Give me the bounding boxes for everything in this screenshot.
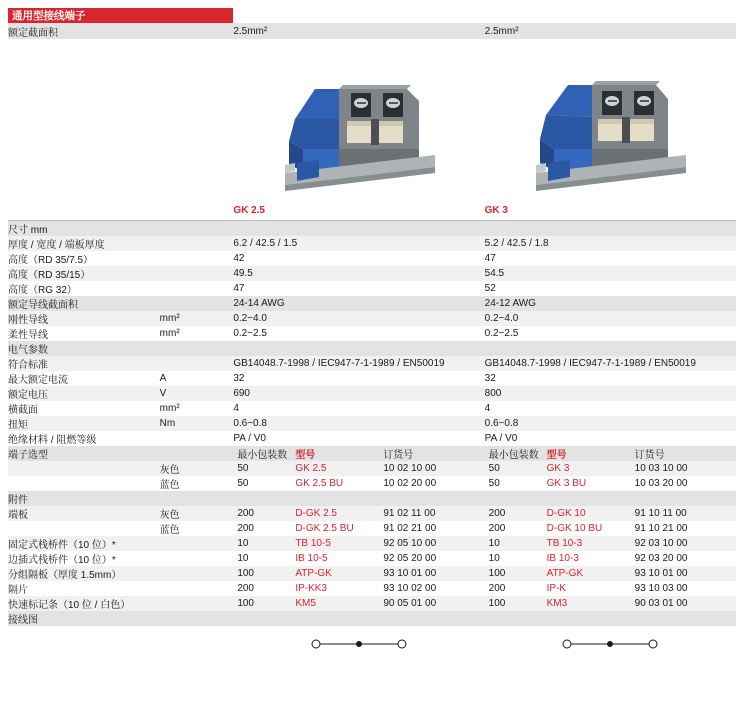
- row-sublabel: 灰色: [160, 461, 234, 476]
- order-type: D-GK 10 BU: [546, 523, 603, 534]
- order-type: GK 3: [546, 463, 570, 474]
- order-no: 92 05 10 00: [383, 538, 437, 549]
- row-value-a: 690: [233, 386, 484, 401]
- order-type: IP-KK3: [295, 583, 327, 594]
- table-row: [8, 596, 736, 611]
- section-rated-conductor: [8, 296, 736, 311]
- row-order-a: [233, 596, 484, 611]
- table-row: [8, 476, 736, 491]
- title-spacer-a: [233, 8, 484, 23]
- table-row: [8, 326, 736, 341]
- row-order-a: [233, 461, 484, 476]
- section-electrical-a: [233, 341, 484, 356]
- order-qty: 50: [488, 463, 500, 474]
- table-row: [8, 461, 736, 476]
- row-label: 快速标记条（10 位 / 白色）: [8, 596, 233, 611]
- row-order-b: [485, 521, 736, 536]
- cross-section-row: [8, 23, 736, 40]
- order-header-b: [485, 446, 736, 461]
- order-type: D-GK 2.5 BU: [295, 523, 354, 534]
- model-spacer: [8, 200, 233, 221]
- order-qty: 50: [488, 478, 500, 489]
- order-qty: 100: [237, 568, 254, 579]
- section-electrical-b: [485, 341, 736, 356]
- order-qty: 50: [237, 463, 249, 474]
- product-image-row: [8, 40, 736, 201]
- wiring-spacer: [8, 626, 233, 662]
- order-header-type-a: 型号: [295, 450, 316, 461]
- order-header-type-b: 型号: [546, 450, 567, 461]
- order-qty: 200: [488, 508, 506, 519]
- image-spacer: [8, 40, 233, 201]
- row-unit: Nm: [160, 416, 234, 431]
- order-type: TB 10-3: [546, 538, 583, 549]
- order-no: 10 03 10 00: [634, 463, 688, 474]
- section-rated-conductor-label: 额定导线截面积: [8, 296, 233, 311]
- row-label: 扭矩: [8, 416, 160, 431]
- row-order-b: [485, 476, 736, 491]
- row-label: 额定电压: [8, 386, 160, 401]
- order-qty: 100: [488, 598, 506, 609]
- cross-section-label: 额定截面积: [8, 23, 233, 40]
- row-label: [8, 521, 160, 536]
- row-value-b: 5.2 / 42.5 / 1.8: [485, 236, 736, 251]
- row-label: [8, 461, 160, 476]
- order-no: 93 10 01 00: [634, 568, 688, 579]
- order-no: 90 05 01 00: [383, 598, 437, 609]
- product-image-b: [485, 40, 736, 201]
- section-terminal-types-label: 端子选型: [8, 446, 233, 461]
- section-terminal-types: [8, 446, 736, 461]
- product-image-a: [233, 40, 484, 201]
- section-electrical-label: 电气参数: [8, 341, 233, 356]
- order-qty: 100: [237, 598, 254, 609]
- row-sublabel: 灰色: [160, 506, 234, 521]
- row-order-a: [233, 506, 484, 521]
- order-type: IB 10-3: [546, 553, 579, 564]
- row-order-a: [233, 536, 484, 551]
- row-order-b: [485, 506, 736, 521]
- order-qty: 200: [488, 583, 506, 594]
- title-row: [8, 8, 736, 23]
- row-value-b: 800: [485, 386, 736, 401]
- cross-section-value-b: 2.5mm²: [485, 23, 736, 40]
- row-value-b: 0.2−2.5: [485, 326, 736, 341]
- wiring-diagram-row: [8, 626, 736, 662]
- wiring-diagram-b: [485, 626, 736, 662]
- order-header-no-a: 订货号: [383, 450, 414, 461]
- order-no: 91 10 21 00: [634, 523, 688, 534]
- row-order-b: [485, 596, 736, 611]
- row-value-a: GB14048.7-1998 / IEC947-7-1-1989 / EN50019: [233, 356, 484, 371]
- page-title: 通用型接线端子: [8, 8, 233, 23]
- order-qty: 10: [488, 553, 500, 564]
- section-wiring-a: [233, 611, 484, 626]
- table-row: [8, 266, 736, 281]
- order-qty: 200: [237, 583, 254, 594]
- model-name-b: GK 3: [485, 200, 736, 221]
- row-order-b: [485, 551, 736, 566]
- table-row: [8, 566, 736, 581]
- order-type: IP-K: [546, 583, 567, 594]
- row-value-b: 52: [485, 281, 736, 296]
- table-row: [8, 371, 736, 386]
- row-value-b: PA / V0: [485, 431, 736, 446]
- row-value-b: 4: [485, 401, 736, 416]
- section-dimensions: [8, 221, 736, 237]
- order-no: 93 10 01 00: [383, 568, 437, 579]
- row-unit: [160, 281, 234, 296]
- table-row: [8, 551, 736, 566]
- table-row: [8, 386, 736, 401]
- table-row: [8, 281, 736, 296]
- order-no: 10 02 20 00: [383, 478, 437, 489]
- row-value-a: 47: [233, 281, 484, 296]
- row-label: 符合标准: [8, 356, 160, 371]
- row-value-a: 42: [233, 251, 484, 266]
- row-value-b: GB14048.7-1998 / IEC947-7-1-1989 / EN50019: [485, 356, 736, 371]
- row-order-a: [233, 581, 484, 596]
- order-type: KM3: [546, 598, 568, 609]
- order-qty: 10: [237, 553, 249, 564]
- row-label: [8, 476, 160, 491]
- order-qty: 50: [237, 478, 249, 489]
- table-row: [8, 356, 736, 371]
- wiring-schematic-icon-b: [555, 632, 665, 656]
- order-no: 10 02 10 00: [383, 463, 437, 474]
- row-unit: [160, 251, 234, 266]
- rated-conductor-awg-b: 24-12 AWG: [485, 296, 736, 311]
- row-value-b: 32: [485, 371, 736, 386]
- row-label: 柔性导线: [8, 326, 160, 341]
- row-label: 刚性导线: [8, 311, 160, 326]
- row-label: 高度（RD 35/15）: [8, 266, 160, 281]
- order-qty: 200: [237, 523, 254, 534]
- row-order-a: [233, 521, 484, 536]
- row-unit: A: [160, 371, 234, 386]
- row-label: 隔片: [8, 581, 233, 596]
- row-unit: mm²: [160, 401, 234, 416]
- order-type: ATP-GK: [295, 568, 332, 579]
- row-label: 最大额定电流: [8, 371, 160, 386]
- model-name-a: GK 2.5: [233, 200, 484, 221]
- order-no: 93 10 02 00: [383, 583, 437, 594]
- terminal-block-illustration-b: [510, 45, 710, 195]
- order-header-a: [233, 446, 484, 461]
- table-row: [8, 401, 736, 416]
- row-order-a: [233, 551, 484, 566]
- row-label: 高度（RD 35/7.5）: [8, 251, 160, 266]
- order-qty: 200: [488, 523, 506, 534]
- row-value-a: 32: [233, 371, 484, 386]
- row-value-a: 49.5: [233, 266, 484, 281]
- row-value-b: 0.6−0.8: [485, 416, 736, 431]
- spec-table: [8, 8, 736, 662]
- table-row: [8, 521, 736, 536]
- order-type: KM5: [295, 598, 316, 609]
- row-sublabel: 蓝色: [160, 521, 234, 536]
- row-value-a: 0.6−0.8: [233, 416, 484, 431]
- row-unit: [160, 356, 234, 371]
- section-wiring-b: [485, 611, 736, 626]
- section-accessories-b: [485, 491, 736, 506]
- row-unit: V: [160, 386, 234, 401]
- row-value-b: 47: [485, 251, 736, 266]
- row-order-b: [485, 566, 736, 581]
- row-label: 固定式栈桥件（10 位）*: [8, 536, 233, 551]
- row-order-b: [485, 581, 736, 596]
- order-qty: 10: [237, 538, 249, 549]
- terminal-block-illustration-a: [259, 45, 459, 195]
- section-accessories-a: [233, 491, 484, 506]
- order-no: 10 03 20 00: [634, 478, 688, 489]
- model-name-row: [8, 200, 736, 221]
- order-no: 92 03 10 00: [634, 538, 688, 549]
- row-value-a: 0.2−4.0: [233, 311, 484, 326]
- row-order-b: [485, 536, 736, 551]
- row-order-b: [485, 461, 736, 476]
- order-type: IB 10-5: [295, 553, 328, 564]
- order-type: GK 2.5: [295, 463, 327, 474]
- order-no: 91 02 11 00: [383, 508, 436, 519]
- table-row: [8, 536, 736, 551]
- section-accessories-label: 附件: [8, 491, 233, 506]
- wiring-schematic-icon-a: [304, 632, 414, 656]
- table-row: [8, 506, 736, 521]
- table-row: [8, 311, 736, 326]
- row-label: 分组隔板（厚度 1.5mm）: [8, 566, 233, 581]
- row-value-b: 54.5: [485, 266, 736, 281]
- row-label: 横截面: [8, 401, 160, 416]
- order-qty: 10: [488, 538, 500, 549]
- order-no: 91 10 11 00: [634, 508, 687, 519]
- row-label: 厚度 / 宽度 / 端板厚度: [8, 236, 160, 251]
- row-value-a: 4: [233, 401, 484, 416]
- title-spacer-b: [485, 8, 736, 23]
- row-value-a: 0.2−2.5: [233, 326, 484, 341]
- order-type: D-GK 2.5: [295, 508, 337, 519]
- row-order-a: [233, 476, 484, 491]
- section-dimensions-label: 尺寸 mm: [8, 221, 233, 237]
- order-qty: 100: [488, 568, 506, 579]
- order-header-no-b: 订货号: [634, 450, 665, 461]
- section-dimensions-b: [485, 221, 736, 237]
- row-unit: [160, 431, 234, 446]
- order-no: 92 03 20 00: [634, 553, 688, 564]
- order-type: D-GK 10: [546, 508, 586, 519]
- rated-conductor-awg-a: 24-14 AWG: [233, 296, 484, 311]
- cross-section-value-a: 2.5mm²: [233, 23, 484, 40]
- row-value-a: PA / V0: [233, 431, 484, 446]
- order-type: TB 10-5: [295, 538, 331, 549]
- order-type: ATP-GK: [546, 568, 584, 579]
- order-qty: 200: [237, 508, 254, 519]
- row-label: 边插式栈桥件（10 位）*: [8, 551, 233, 566]
- row-value-b: 0.2−4.0: [485, 311, 736, 326]
- row-unit: [160, 236, 234, 251]
- order-type: GK 2.5 BU: [295, 478, 344, 489]
- section-dimensions-a: [233, 221, 484, 237]
- table-row: [8, 416, 736, 431]
- row-label: 绝缘材料 / 阻燃等级: [8, 431, 160, 446]
- order-no: 93 10 03 00: [634, 583, 688, 594]
- section-wiring-diagram: [8, 611, 736, 626]
- table-row: [8, 236, 736, 251]
- row-unit: [160, 266, 234, 281]
- row-label: 高度（RG 32）: [8, 281, 160, 296]
- order-no: 90 03 01 00: [634, 598, 688, 609]
- row-value-a: 6.2 / 42.5 / 1.5: [233, 236, 484, 251]
- order-header-qty-b: 最小包装数: [488, 450, 539, 461]
- table-row: [8, 431, 736, 446]
- section-wiring-diagram-label: 接线图: [8, 611, 233, 626]
- order-header-qty-a: 最小包装数: [237, 450, 288, 461]
- row-unit: mm²: [160, 311, 234, 326]
- row-order-a: [233, 566, 484, 581]
- row-unit: mm²: [160, 326, 234, 341]
- order-type: GK 3 BU: [546, 478, 587, 489]
- section-accessories: [8, 491, 736, 506]
- wiring-diagram-a: [233, 626, 484, 662]
- table-row: [8, 251, 736, 266]
- row-sublabel: 蓝色: [160, 476, 234, 491]
- section-electrical: [8, 341, 736, 356]
- order-no: 91 02 21 00: [383, 523, 437, 534]
- table-row: [8, 581, 736, 596]
- order-no: 92 05 20 00: [383, 553, 437, 564]
- row-label: 端板: [8, 506, 160, 521]
